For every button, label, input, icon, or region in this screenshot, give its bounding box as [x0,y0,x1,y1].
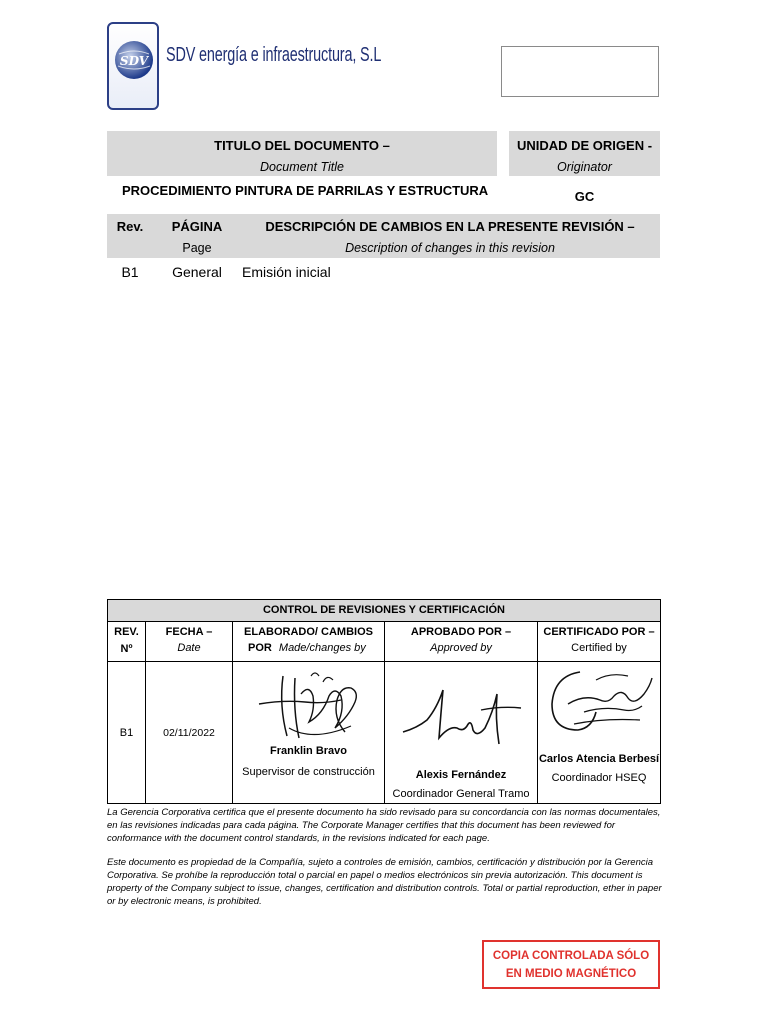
row-desc: Emisión inicial [242,264,331,280]
col-page: PÁGINA [171,219,223,234]
row-page: General [172,264,222,280]
h-made: ELABORADO/ CAMBIOS [244,626,373,638]
rev-cell [108,662,146,804]
col-desc: DESCRIPCIÓN DE CAMBIOS EN LA PRESENTE REVISIÓN – [265,219,635,234]
col-desc-sub: Description of changes in this revision [345,241,555,255]
company-name: SDV energía e infraestructura, S.L [166,44,382,66]
blank-box [501,46,659,97]
h-certified-sub: Certified by [571,642,627,654]
h-made-cell [233,622,385,662]
title-sub: Document Title [260,160,344,174]
certified-role: Coordinador HSEQ [551,772,647,784]
h-date: FECHA – [165,626,213,638]
origin-header-cell [509,131,660,176]
certified-name: Carlos Atencia Berbesí [538,753,660,765]
h-rev: REV. [114,626,139,638]
h-rev-cell [108,622,146,662]
h-rev2: Nº [120,643,133,655]
control-title: CONTROL DE REVISIONES Y CERTIFICACIÓN [108,600,661,622]
title-header-cell [107,131,497,176]
origin-label: UNIDAD DE ORIGEN - [516,138,653,153]
title-label: TITULO DEL DOCUMENTO – [214,138,390,153]
stamp-line1: COPIA CONTROLADA SÓLO [492,950,650,962]
signature-carlos-atencia [544,664,656,746]
document-title: PROCEDIMIENTO PINTURA DE PARRILAS Y ESTRUCTURA [122,183,489,198]
stamp-line2: EN MEDIO MAGNÉTICO [505,968,637,980]
col-rev: Rev. [116,219,144,234]
globe-icon [113,38,155,82]
h-made-sub: Made/changes by [278,642,366,654]
signature-franklin-bravo [253,666,365,748]
h-made2: POR [248,642,272,654]
made-by-cell [233,662,385,804]
ctrl-rev: B1 [119,727,134,739]
h-certified: CERTIFICADO POR – [543,626,655,638]
controlled-copy-stamp [482,940,660,989]
date-cell [146,662,233,804]
origin-sub: Originator [557,160,612,174]
certified-by-cell [538,662,661,804]
ctrl-date: 02/11/2022 [163,727,215,739]
company-logo [107,22,159,110]
row-rev: B1 [121,264,139,280]
h-date-sub: Date [177,642,201,654]
certification-note: La Gerencia Corporativa certifica que el presente documento ha sido revisado para su concordancia con las normas documentales, en las revisiones indicadas para cada página. The Corporate Manager certifies that this document has been reviewed for conformance with the document control standards, in the revisions indicated for each page. [107,807,661,844]
made-name: Franklin Bravo [269,745,348,757]
approved-name: Alexis Fernández [415,769,507,781]
h-approved: APROBADO POR – [410,626,512,638]
logo-text: SDV [119,54,149,68]
revision-control-table [107,599,661,804]
h-certified-cell [538,622,661,662]
property-note: Este documento es propiedad de la Compañía, sujeto a controles de emisión, cambios, certificación y distribución por la Gerencia Corporativa. Se prohíbe la reproducción total o parcial en papel o medios electrónicos sin previa autorización. This document is property of the Company subject to issue, changes, certification and distribution controls. Total or partial reproduction, ether in paper or by electronic means, is prohibited. [107,857,662,907]
h-approved-sub: Approved by [430,642,492,654]
approved-by-cell [385,662,538,804]
approved-role: Coordinador General Tramo [392,788,530,800]
col-page-sub: Page [182,241,212,255]
signature-alexis-fernandez [397,682,525,758]
h-approved-cell [385,622,538,662]
h-date-cell [146,622,233,662]
made-role: Supervisor de construcción [242,766,375,778]
origin-value: GC [574,189,595,204]
